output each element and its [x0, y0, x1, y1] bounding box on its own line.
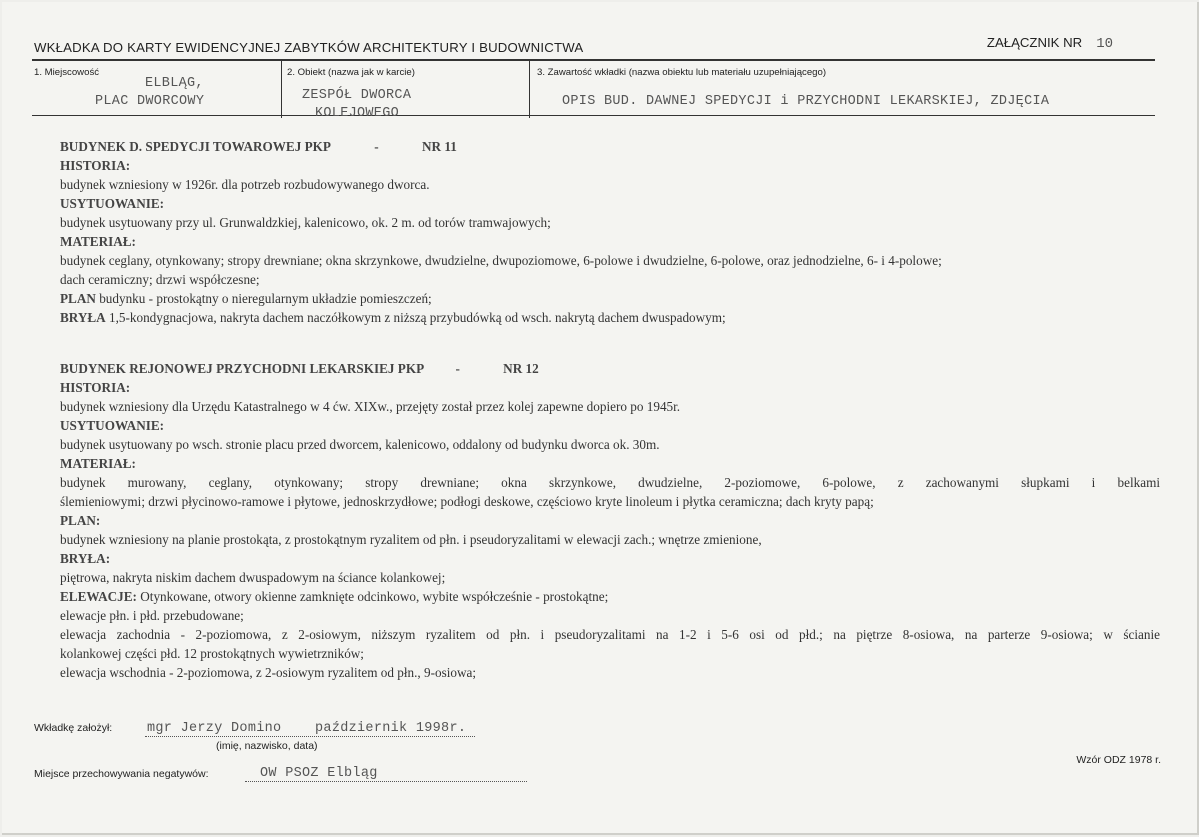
section1-number: NR 11	[422, 139, 457, 154]
annex-label: ZAŁĄCZNIK NR	[986, 35, 1083, 50]
section1-bryla-heading: BRYŁA	[60, 310, 106, 325]
section2-plan-heading: PLAN:	[60, 513, 101, 528]
section2-bryla-text: piętrowa, nakryta niskim dachem dwuspadowym na ściance kolankowej;	[60, 570, 446, 585]
section2-plan-text: budynek wzniesiony na planie prostokąta, z prostokątnym ryzalitem od płn. i pseudoryzalitami w elewacji zach.; wnętrze zmienione,	[60, 532, 762, 547]
section2-elewacje-line5: elewacja wschodnia - 2-poziomowa, z 2-osiowym ryzalitem od płn., 9-osiowa;	[60, 665, 477, 680]
section1-heading	[60, 137, 1160, 156]
field-locality-label: 1. Miejscowość	[34, 67, 100, 78]
section2-historia-text: budynek wzniesiony dla Urzędu Katastralnego w 4 ćw. XIXw., przejęty został przez kolej zapewne dopiero po 1945r.	[60, 399, 681, 414]
document-card	[2, 2, 1199, 835]
section1-material-line2: dach ceramiczny; drzwi współczesne;	[60, 272, 260, 287]
section1-plan-heading: PLAN	[60, 291, 96, 306]
field-object-line2: KOLEJOWEGO	[315, 106, 400, 121]
section2-bryla-heading: BRYŁA:	[60, 551, 111, 566]
field-locality-line2: PLAC DWORCOWY	[95, 94, 205, 109]
section1-usytuowanie-text: budynek usytuowany przy ul. Grunwaldzkiej, kalenicowo, ok. 2 m. od torów tramwajowych;	[60, 215, 551, 230]
field-divider-2	[529, 61, 530, 118]
section2-historia-heading: HISTORIA:	[60, 380, 131, 395]
annex-number	[987, 35, 1113, 52]
section1-bryla-text: 1,5-kondygnacjowa, nakryta dachem naczółkowym z niższą przybudówką od wsch. nakrytą dachem dwuspadowym;	[105, 310, 726, 325]
founder-label: Wkładkę założył:	[34, 722, 113, 734]
form-title: WKŁADKA DO KARTY EWIDENCYJNEJ ZABYTKÓW ARCHITEKTURY I BUDOWNICTWA	[34, 40, 584, 55]
field-content-label: 3. Zawartość wkładki (nazwa obiektu lub materiału uzupełniającego)	[537, 67, 827, 78]
founder-hint: (imię, nazwisko, data)	[216, 740, 318, 752]
field-object-label: 2. Obiekt (nazwa jak w karcie)	[287, 67, 415, 78]
form-code: Wzór ODZ 1978 r.	[1076, 754, 1161, 766]
section1-usytuowanie-heading: USYTUOWANIE:	[60, 196, 165, 211]
section2-elewacje	[60, 587, 1160, 606]
section2-material-line1: budynek murowany, ceglany, otynkowany; stropy drewniane; okna skrzynkowe, dwudzielne, 2-poziomowe, 6-polowe, z zachowanymi słupkami i belkami	[60, 475, 1160, 490]
section2-elewacje-heading: ELEWACJE:	[60, 589, 137, 604]
section2-elewacje-line2: elewacje płn. i płd. przebudowane;	[60, 608, 244, 623]
section-building-11	[60, 137, 1160, 327]
section1-historia-heading: HISTORIA:	[60, 158, 131, 173]
section1-dash: -	[374, 139, 379, 154]
section2-usytuowanie-heading: USYTUOWANIE:	[60, 418, 165, 433]
field-divider-1	[281, 61, 282, 118]
section2-heading	[60, 359, 1160, 378]
section2-material-line2: ślemieniowymi; drzwi płycinowo-ramowe i płytowe, jednoskrzydłowe; podłogi deskowe, częściowo kryte linoleum i płytka ceramiczna; dach kryty papą;	[60, 494, 874, 509]
section2-dash: -	[455, 361, 460, 376]
section2-number: NR 12	[503, 361, 539, 376]
section1-plan	[60, 289, 1160, 308]
section-building-12	[60, 359, 1160, 682]
founder-dotted-line	[145, 736, 475, 737]
section2-material-heading: MATERIAŁ:	[60, 456, 136, 471]
field-content-value: OPIS BUD. DAWNEJ SPEDYCJI i PRZYCHODNI LEKARSKIEJ, ZDJĘCIA	[562, 94, 1050, 109]
negatives-dotted-line	[245, 781, 527, 782]
section1-plan-text: budynku - prostokątny o nieregularnym układzie pomieszczeń;	[95, 291, 432, 306]
section1-bryla	[60, 308, 1160, 327]
negatives-label: Miejsce przechowywania negatywów:	[34, 768, 209, 780]
header-bottom-rule	[32, 115, 1155, 116]
field-locality-line1: ELBLĄG,	[145, 76, 204, 91]
section1-material-heading: MATERIAŁ:	[60, 234, 136, 249]
field-object-line1: ZESPÓŁ DWORCA	[302, 88, 412, 103]
negatives-value: OW PSOZ Elbląg	[260, 766, 378, 781]
founder-value: mgr Jerzy Domino październik 1998r.	[147, 721, 467, 736]
section1-historia-text: budynek wzniesiony w 1926r. dla potrzeb rozbudowywanego dworca.	[60, 177, 430, 192]
annex-value: 10	[1096, 36, 1113, 52]
header-top-rule	[32, 59, 1155, 61]
section2-elewacje-line3: elewacja zachodnia - 2-poziomowa, z 2-osiowym, niższym ryzalitem od płn. i pseudoryzalitami na 1-2 i 5-6 osi od płd.; na piętrze 8-osiowa, na parterze 9-osiowa; w ścianie	[60, 627, 1160, 642]
section1-title: BUDYNEK D. SPEDYCJI TOWAROWEJ PKP	[60, 139, 331, 154]
section2-elewacje-line1: Otynkowane, otwory okienne zamknięte odcinkowo, wybite współcześnie - prostokątne;	[136, 589, 609, 604]
section1-material-line1: budynek ceglany, otynkowany; stropy drewniane; okna skrzynkowe, dwudzielne, dwupoziomowe, 6-polowe i dwudzielne, 6-polowe, oraz jednodzielne, 6- i 4-polowe;	[60, 253, 942, 268]
section2-usytuowanie-text: budynek usytuowany po wsch. stronie placu przed dworcem, kalenicowo, oddalony od budynku dworca ok. 30m.	[60, 437, 660, 452]
section2-title: BUDYNEK REJONOWEJ PRZYCHODNI LEKARSKIEJ PKP	[60, 361, 425, 376]
section2-elewacje-line4: kolankowej części płd. 12 prostokątnych wywietrzników;	[60, 646, 364, 661]
